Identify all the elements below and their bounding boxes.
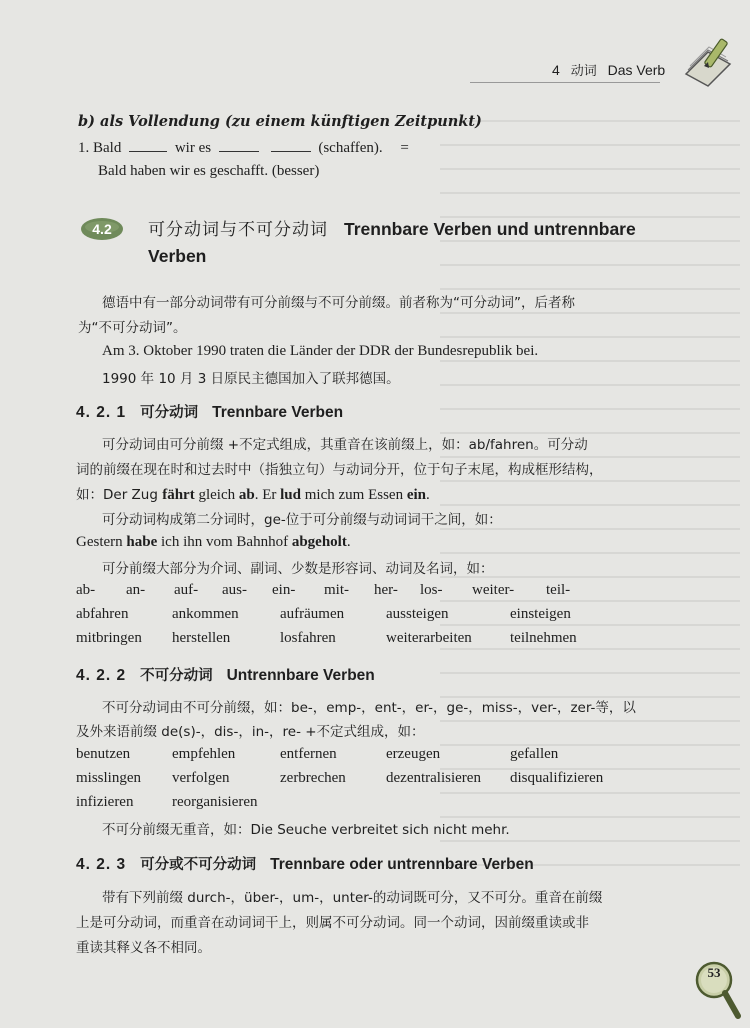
verb-item: misslingen — [76, 770, 142, 786]
exercise-item-1: 1. Bald wir es (schaffen). = — [78, 140, 409, 156]
prefix-item: auf- — [174, 582, 199, 598]
verb-item: benutzen — [76, 746, 131, 762]
paragraph-line: 上是可分动词，而重音在动词词干上，则属不可分动词。同一个动词，因前缀重读或非 — [76, 915, 589, 931]
verb-item: herstellen — [172, 630, 231, 646]
verb-item: losfahren — [280, 630, 336, 646]
section-badge — [80, 217, 124, 241]
verb-item: dezentralisieren — [386, 770, 481, 786]
section-title-continued: Verben — [148, 246, 207, 266]
prefix-item: ab- — [76, 582, 96, 598]
subsection-heading-4-2-2: 4. 2. 2 不可分动词 Untrennbare Verben — [76, 667, 375, 684]
example-sentence-zh: 1990 年 10 月 3 日原民主德国加入了联邦德国。 — [102, 371, 400, 387]
verb-item: infizieren — [76, 794, 134, 810]
verb-item: reorganisieren — [172, 794, 258, 810]
paragraph-line: 不可分动词由不可分前缀，如：be-，emp-，ent-，er-，ge-，miss-，ver-，zer-等，以 — [102, 700, 636, 716]
running-header — [552, 60, 672, 79]
prefix-item: los- — [420, 582, 443, 598]
verb-item: aufräumen — [280, 606, 345, 622]
exercise-answer: Bald haben wir es geschafft. (besser) — [98, 163, 320, 179]
verb-item: gefallen — [510, 746, 559, 762]
prefix-item: mit- — [324, 582, 349, 598]
verb-item: weiterarbeiten — [386, 630, 472, 646]
verb-item: ankommen — [172, 606, 239, 622]
page-number: 53 — [707, 965, 721, 980]
chapter-title-zh: 动词 — [570, 64, 597, 79]
verb-item: mitbringen — [76, 630, 142, 646]
section-title: 可分动词与不可分动词 Trennbare Verben und untrennbare — [148, 219, 636, 240]
verb-item: zerbrechen — [280, 770, 346, 786]
prefix-item: aus- — [222, 582, 247, 598]
intro-paragraph-line-1: 德语中有一部分动词带有可分前缀与不可分前缀。前者称为“可分动词”，后者称 — [102, 295, 575, 311]
prefix-item: teil- — [546, 582, 571, 598]
verb-item: verfolgen — [172, 770, 230, 786]
answer-blank — [219, 139, 259, 152]
verb-item: empfehlen — [172, 746, 236, 762]
example-sentence-de: Am 3. Oktober 1990 traten die Länder der DDR der Bundesrepublik bei. — [102, 343, 539, 359]
verb-item: teilnehmen — [510, 630, 577, 646]
prefix-item: an- — [126, 582, 146, 598]
prefix-item: her- — [374, 582, 398, 598]
paragraph-line: 重读其释义各不相同。 — [76, 940, 211, 956]
header-rule — [470, 82, 660, 83]
verb-item: entfernen — [280, 746, 337, 762]
verb-item: disqualifizieren — [510, 770, 604, 786]
paragraph-line: 可分动词构成第二分词时，ge-位于可分前缀与动词词干之间，如： — [102, 512, 502, 528]
answer-blank — [129, 139, 167, 152]
paragraph-line: 可分前缀大部分为介词、副词、少数是形容词、动词及名词，如： — [102, 561, 494, 577]
prefix-list — [76, 582, 636, 604]
paragraph-line: 及外来语前缀 de(s)-，dis-，in-，re- +不定式组成，如： — [76, 724, 425, 740]
paragraph-line: 带有下列前缀 durch-，über-，um-，unter-的动词既可分，又不可分。重音在前缀 — [102, 890, 603, 906]
subsection-heading-4-2-3: 4. 2. 3 可分或不可分动词 Trennbare oder untrennbare Verben — [76, 856, 534, 873]
example-sentence: Gestern habe ich ihn vom Bahnhof abgeholt. — [76, 534, 351, 550]
intro-paragraph-line-2: 为“不可分动词”。 — [78, 320, 187, 336]
untrennbare-verb-table — [76, 746, 676, 816]
chapter-number: 4 — [552, 62, 560, 78]
exercise-subheading: b) als Vollendung (zu einem künftigen Zeitpunkt) — [78, 113, 482, 130]
chapter-title-de: Das Verb — [607, 62, 666, 78]
paragraph-line: 词的前缀在现在时和过去时中（指独立句）与动词分开，位于句子末尾，构成框形结构， — [76, 462, 603, 478]
trennbare-verb-table — [76, 606, 636, 656]
verb-item: erzeugen — [386, 746, 441, 762]
verb-item: abfahren — [76, 606, 129, 622]
paragraph-line: 可分动词由可分前缀 +不定式组成，其重音在该前缀上，如：ab/fahren。可分动 — [102, 437, 588, 453]
paragraph-line: 不可分前缀无重音，如：Die Seuche verbreitet sich nicht mehr. — [102, 822, 510, 838]
prefix-item: ein- — [272, 582, 296, 598]
section-badge-number: 4.2 — [92, 221, 112, 237]
answer-blank — [271, 139, 311, 152]
verb-item: einsteigen — [510, 606, 571, 622]
prefix-item: weiter- — [472, 582, 515, 598]
book-pencil-icon — [682, 34, 734, 90]
paragraph-line-example: 如：Der Zug fährt gleich ab. Er lud mich zum Essen ein. — [76, 487, 430, 503]
subsection-heading-4-2-1: 4. 2. 1 可分动词 Trennbare Verben — [76, 404, 344, 421]
verb-item: aussteigen — [386, 606, 449, 622]
